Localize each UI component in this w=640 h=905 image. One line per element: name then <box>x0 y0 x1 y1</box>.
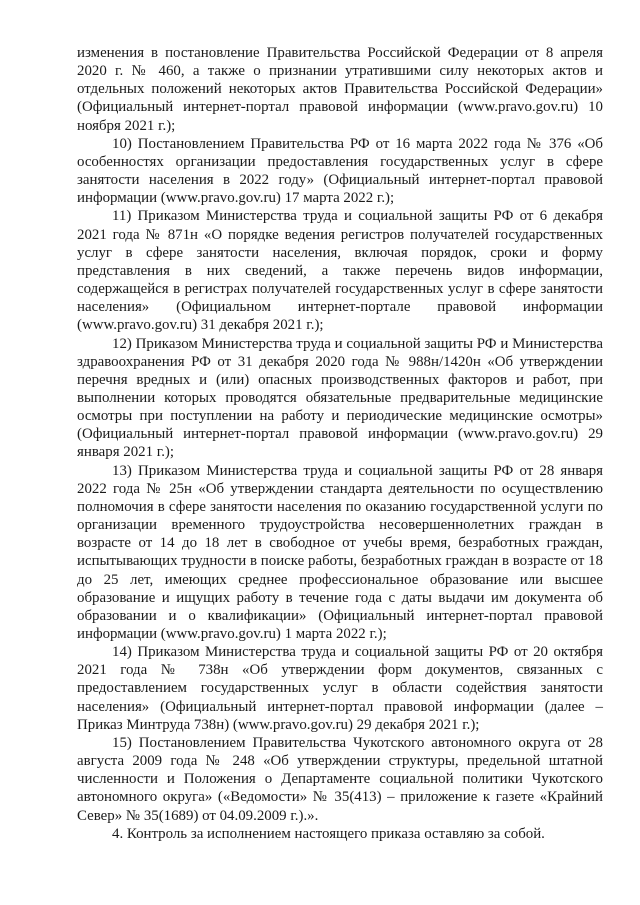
document-page <box>77 44 603 843</box>
paragraph-item-13: 13) Приказом Министерства труда и социальной защиты РФ от 28 января 2022 года № 25н «Об утверждении стандарта деятельности по осуществлению полномочия в сфере занятости населения по оказанию государственной услуги по организации временного трудоустройства несовершеннолетних граждан в возрасте от 14 до 18 лет в свободное от учебы время, безработных граждан, испытывающих трудности в поиске работы, безработных граждан в возрасте от 18 до 25 лет, имеющих среднее профессиональное образование или высшее образование и ищущих работу в течение года с даты выдачи им документа об образовании и о квалификации» (Официальный интернет-портал правовой информации (www.pravo.gov.ru) 1 марта 2022 г.); <box>77 462 603 642</box>
paragraph-continuation: изменения в постановление Правительства Российской Федерации от 8 апреля 2020 г. № 460, а также о признании утратившими силу некоторых актов и отдельных положений некоторых актов Правительства Российской Федерации» (Официальный интернет-портал правовой информации (www.pravo.gov.ru) 10 ноября 2021 г.); <box>77 45 603 134</box>
paragraph-item-10: 10) Постановлением Правительства РФ от 16 марта 2022 года № 376 «Об особенностях организации предоставления государственных услуг в сфере занятости населения в 2022 году» (Официальный интернет-портал правовой информации (www.pravo.gov.ru) 17 марта 2022 г.); <box>77 135 603 207</box>
paragraph-item-14: 14) Приказом Министерства труда и социальной защиты РФ от 20 октября 2021 года № 738н «Об утверждении форм документов, связанных с предоставлением государственных услуг в области содействия занятости населения» (Официальный интернет-портал правовой информации (далее – Приказ Минтруда 738н) (www.pravo.gov.ru) 29 декабря 2021 г.); <box>77 644 603 733</box>
paragraph-item-11: 11) Приказом Министерства труда и социальной защиты РФ от 6 декабря 2021 года № 871н «О порядке ведения регистров получателей государственных услуг в сфере занятости населения, включая порядок, сроки и форму представления в них сведений, а также перечень видов информации, содержащейся в регистрах получателей государственных услуг в сфере занятости населения» (Официальном интернет-портале правовой информации (www.pravo.gov.ru) 31 декабря 2021 г.); <box>77 208 603 334</box>
paragraph-item-12: 12) Приказом Министерства труда и социальной защиты РФ и Министерства здравоохранения РФ от 31 декабря 2020 года № 988н/1420н «Об утверждении перечня вредных и (или) опасных производственных факторов и работ, при выполнении которых проводятся обязательные предварительные медицинские осмотры при поступлении на работу и периодические медицинские осмотры» (Официальный интернет-портал правовой информации (www.pravo.gov.ru) 29 января 2021 г.); <box>77 335 603 461</box>
paragraph-item-15: 15) Постановлением Правительства Чукотского автономного округа от 28 августа 2009 года № 248 «Об утверждении структуры, предельной штатной численности и Положения о Департаменте социальной политики Чукотского автономного округа» («Ведомости» № 35(413) – приложение к газете «Крайний Север» № 35(1689) от 04.09.2009 г.).». <box>77 734 603 824</box>
paragraph-point-4: 4. Контроль за исполнением настоящего приказа оставляю за собой. <box>112 825 545 842</box>
